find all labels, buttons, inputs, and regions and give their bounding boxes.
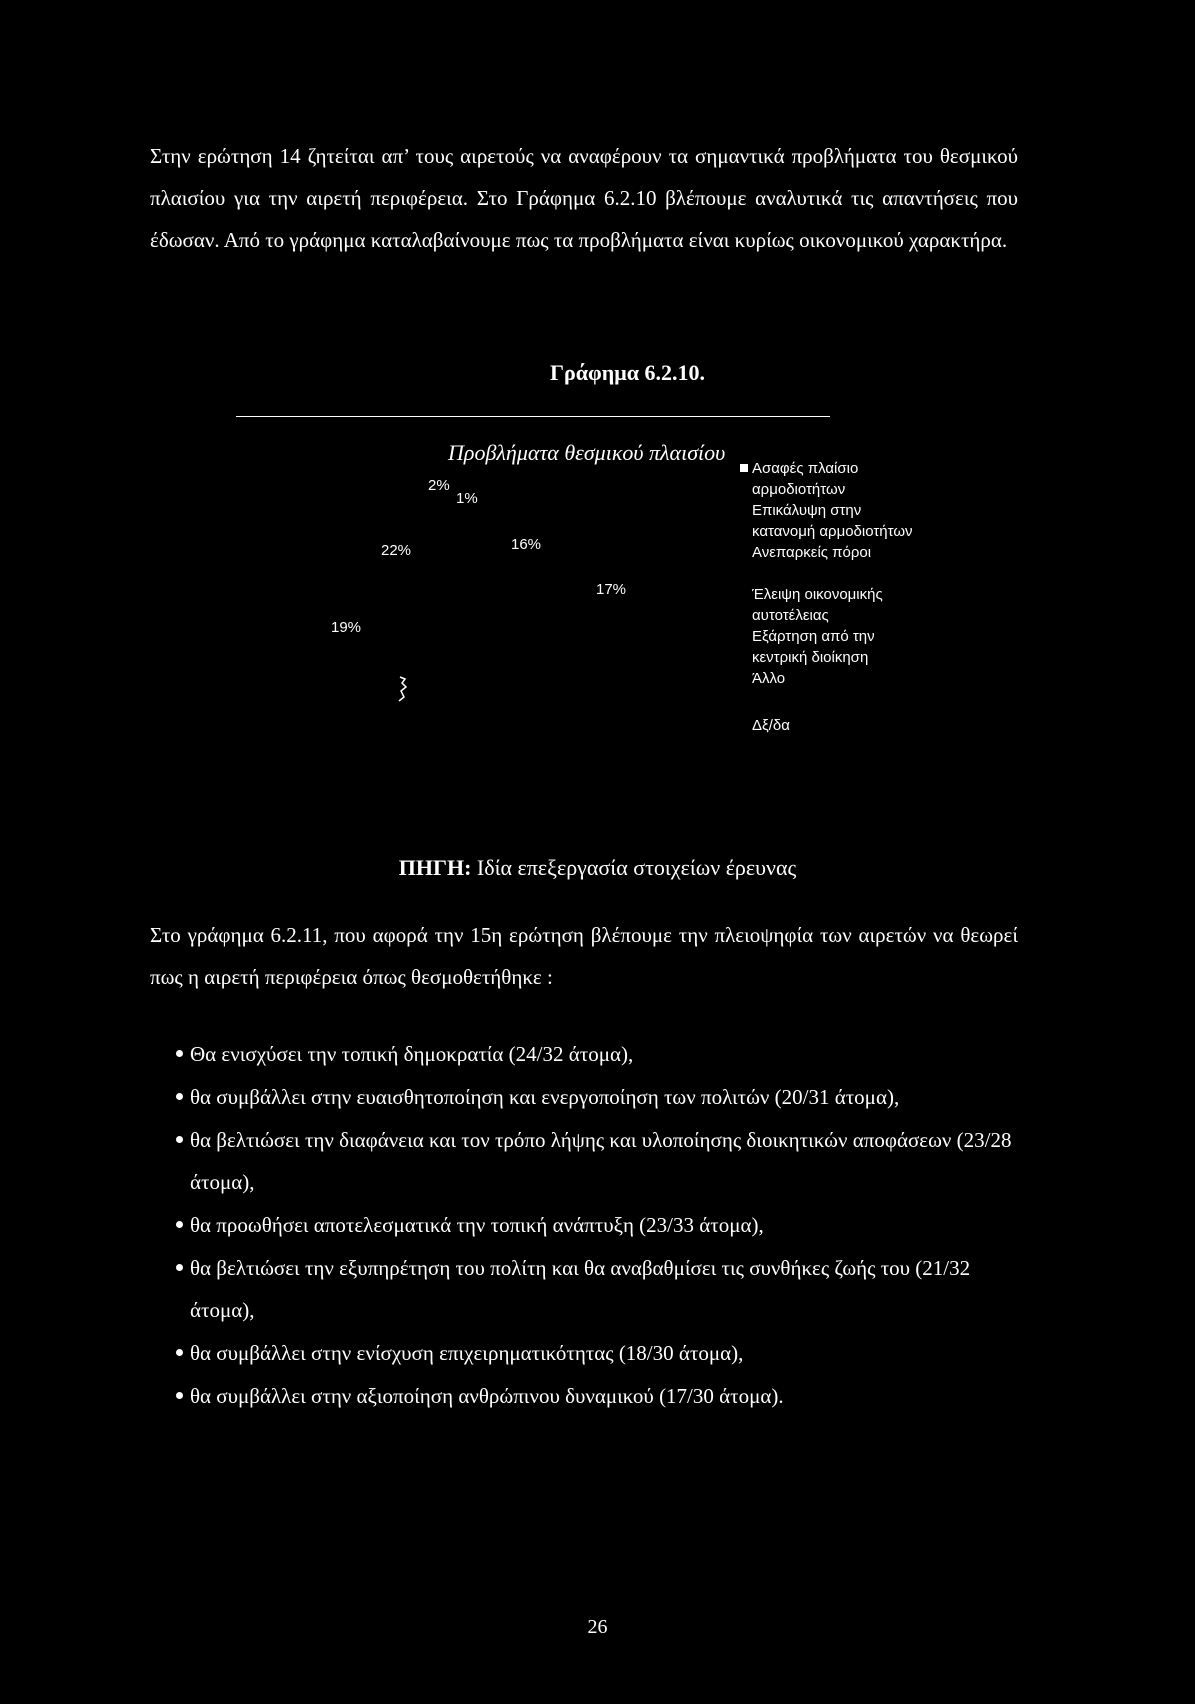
scan-artifact [396, 675, 410, 703]
legend-item: Ανεπαρκείς πόροι [752, 544, 872, 561]
figure-label: Γράφημα 6.2.10. [549, 360, 706, 385]
pie-data-label: 1% [456, 490, 478, 507]
bullet-list [190, 1033, 1020, 1418]
legend-item: Εξάρτηση από την κεντρική διοίκηση [752, 628, 875, 666]
pie-data-label: 17% [596, 581, 627, 598]
list-item: Θα ενισχύσει την τοπική δημοκρατία (24/32 άτομα), [190, 1033, 1020, 1075]
list-item: θα συμβάλλει στην αξιοποίηση ανθρώπινου δυναμικού (17/30 άτομα). [190, 1375, 1020, 1417]
legend-item: Δξ/δα [752, 717, 790, 734]
legend-item: Επικάλυψη στην κατανομή αρμοδιοτήτων [752, 502, 913, 540]
source-note [0, 855, 1195, 881]
chart-legend [752, 458, 962, 736]
source-label: ΠΗΓΗ: [398, 855, 472, 880]
second-paragraph: Στο γράφημα 6.2.11, που αφορά την 15η ερώτηση βλέπουμε την πλειοψηφία των αιρετών να θεωρεί πως η αιρετή περιφέρεια όπως θεσμοθετήθηκε : [150, 923, 1018, 989]
list-item: θα προωθήσει αποτελεσματικά την τοπική ανάπτυξη (23/33 άτομα), [190, 1204, 1020, 1246]
pie-data-label: 16% [511, 536, 542, 553]
list-item: θα βελτιώσει την εξυπηρέτηση του πολίτη και θα αναβαθμίσει τις συνθήκες ζωής του (21/32 άτομα), [190, 1247, 1020, 1331]
pie-data-label: 22% [381, 542, 412, 559]
legend-square-icon [740, 464, 748, 472]
source-text: Ιδία επεξεργασία στοιχείων έρευνας [471, 855, 797, 880]
chart-title: Προβλήματα θεσμικού πλαισίου [448, 440, 726, 465]
list-item: θα συμβάλλει στην ευαισθητοποίηση και ενεργοποίηση των πολιτών (20/31 άτομα), [190, 1076, 1020, 1118]
legend-item: Ασαφές πλαίσιο αρμοδιοτήτων [752, 458, 962, 500]
list-item: θα συμβάλλει στην ενίσχυση επιχειρηματικότητας (18/30 άτομα), [190, 1332, 1020, 1374]
intro-paragraph: Στην ερώτηση 14 ζητείται απ’ τους αιρετούς να αναφέρουν τα σημαντικά προβλήματα του θεσμικού πλαισίου για την αιρετή περιφέρεια. Στο Γράφημα 6.2.10 βλέπουμε αναλυτικά τις απαντήσεις που έδωσαν. Από το γράφημα καταλαβαίνουμε πως τα προβλήματα είναι κυρίως οικονομικού χαρακτήρα. [150, 144, 1018, 252]
chart-top-rule [236, 416, 830, 417]
list-item: θα βελτιώσει την διαφάνεια και τον τρόπο λήψης και υλοποίησης διοικητικών αποφάσεων (23/28 άτομα), [190, 1119, 1020, 1203]
legend-item: Άλλο [752, 670, 786, 687]
legend-item: Έλειψη οικονομικής αυτοτέλειας [752, 586, 883, 624]
page-number: 26 [587, 1616, 608, 1638]
pie-data-label: 19% [331, 619, 362, 636]
pie-data-label: 2% [428, 477, 450, 494]
